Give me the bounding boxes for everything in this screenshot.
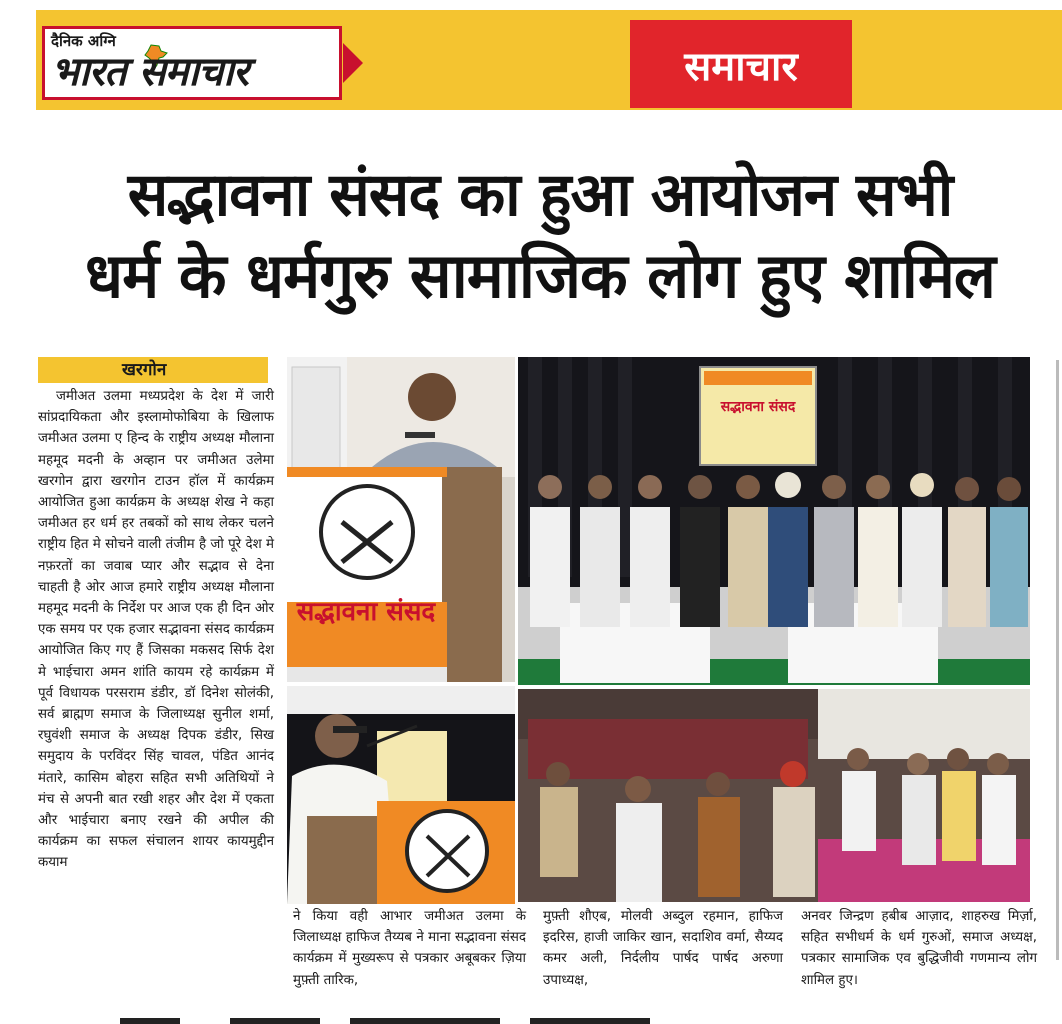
photo-elder-speaker [287, 686, 515, 904]
dateline: खरगोन [38, 357, 268, 383]
photo-audience [518, 689, 1030, 902]
bottom-cut-off-text [120, 1016, 700, 1024]
right-edge-cut-off-text [1053, 360, 1062, 960]
headline [30, 156, 1050, 318]
article-column-3: मुफ़्ती शौएब, मोलवी अब्दुल रहमान, हाफिज इदरिस, हाजी जाकिर खान, सदाशिव वर्मा, सैय्यद कमर अली, निर्दलीय पार्षद पार्षद अरुणा उपाध्यक्ष, [543, 909, 783, 988]
masthead-logo [42, 26, 342, 100]
section-label: समाचार [684, 43, 798, 90]
stage-banner-text: सद्भावना संसद [720, 399, 796, 415]
photo-stage-dignitaries [518, 357, 1030, 685]
section-label-box [630, 20, 852, 108]
masthead-title: भारत समाचार [51, 49, 249, 95]
masthead-small-text: दैनिक अग्नि [51, 32, 116, 50]
podium-banner-text: सद्भावना संसद [296, 597, 436, 627]
headline-line-1: सद्भावना संसद का हुआ आयोजन सभी [127, 160, 953, 230]
photo-speaker-podium [287, 357, 515, 682]
article-column-2: ने किया वही आभार जमीअत उलमा के जिलाध्यक्ष हाफिज तैय्यब ने माना सद्भावना संसद कार्यक्रम में मुख्यरूप से पत्रकार अबूबकर ज़िया मुफ़्ती तारिक, [293, 909, 526, 988]
article-column-4: अनवर जिन्द्रण हबीब आज़ाद, शाहरुख मिर्ज़ा, सहित सभीधर्म के धर्म गुरुओं, समाज अध्यक्ष, पत्रकार सामाजिक एव बुद्धिजीवी गणमान्य लोग शामिल हुए। [801, 909, 1037, 988]
article-column-main: जमीअत उलमा मध्यप्रदेश के देश में जारी सांप्रदायिकता और इस्लामोफोबिया के खिलाफ जमीअत उलमा ए हिन्द के राष्ट्रीय अध्यक्ष मौलाना महमूद मदनी के अव्हान पर जमीअत उलेमा खरगोन द्वारा खरगोन टाउन हॉल में कार्यक्रम आयोजित हुआ कार्यक्रम के अध्यक्ष शेख ने कहा जमीअत हर धर्म हर तबकों को साथ लेकर चलने राष्ट्रीय हित मे सोचने वाली तंजीम है जो पूरे देश मे नफ़रतों का जवाब प्यार और सद्भाव से देना चाहती है ओर आज हमारे राष्ट्रीय अध्यक्ष मौलाना महमूद मदनी के निर्देश पर आज एक ही दिन ओर एक समय पर एक हजार सद्भावना संसद कार्यक्रम आयोजित किए गए हैं जिसका मकसद सिर्फ देश मे भाईचारा अमन शांति कायम रहे कार्यक्रम में पूर्व विधायक परसराम डंडीर, डॉ दिनेश सोलंकी, सर्व ब्राह्मण समाज के जिलाध्यक्ष सुनील शर्मा, रघुवंशी समाज के अध्यक्ष दिपक डंडीर, सिख समुदाय के परविंदर सिंह चावल, पंडित आनंद मंतारे, कासिम बोहरा सहित सभी अतिथियों ने मंच से अपनी बात रखी शहर और देश में एकता और भाईचारा बनाए रखने की अपील की कार्यक्रम का सफल संचालन शायर कायमुद्दीन कयाम [38, 389, 274, 871]
headline-line-2: धर्म के धर्मगुरु सामाजिक लोग हुए शामिल [85, 239, 995, 312]
